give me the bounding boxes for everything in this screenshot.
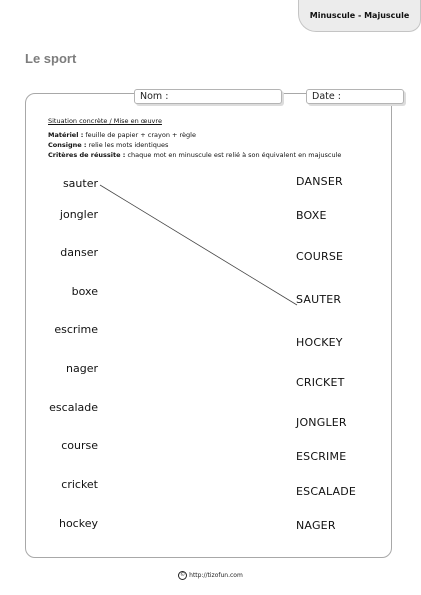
right-word[interactable]: HOCKEY bbox=[296, 336, 343, 349]
date-field[interactable]: Date : bbox=[306, 89, 404, 104]
right-word[interactable]: JONGLER bbox=[296, 416, 347, 429]
right-word[interactable]: COURSE bbox=[296, 250, 344, 263]
right-word[interactable]: SAUTER bbox=[296, 293, 342, 306]
footer bbox=[0, 571, 421, 580]
consigne-text: relie les mots identiques bbox=[88, 141, 169, 149]
tab-minuscule-majuscule: Minuscule - Majuscule bbox=[298, 0, 421, 32]
right-word[interactable]: NAGER bbox=[296, 519, 336, 532]
page-title: Le sport bbox=[25, 51, 77, 66]
materiel-text: feuille de papier + crayon + règle bbox=[85, 131, 196, 139]
left-word[interactable]: sauter bbox=[62, 177, 98, 190]
right-word[interactable]: DANSER bbox=[296, 175, 343, 188]
situation-heading: Situation concrète / Mise en œuvre bbox=[48, 117, 162, 125]
left-word[interactable]: escalade bbox=[49, 401, 98, 414]
left-word[interactable]: nager bbox=[66, 362, 98, 375]
left-word[interactable]: course bbox=[61, 439, 98, 452]
left-word[interactable]: cricket bbox=[61, 478, 98, 491]
footer-url[interactable]: http://tizofun.com bbox=[189, 572, 243, 579]
criteres-label: Critères de réussite : bbox=[48, 151, 126, 159]
left-word[interactable]: danser bbox=[60, 246, 98, 259]
right-word[interactable]: BOXE bbox=[296, 209, 327, 222]
left-word[interactable]: boxe bbox=[71, 285, 98, 298]
sauter-to-SAUTER-line bbox=[100, 185, 297, 305]
left-word[interactable]: hockey bbox=[58, 517, 98, 530]
right-word[interactable]: CRICKET bbox=[296, 376, 345, 389]
right-word[interactable]: ESCRIME bbox=[296, 450, 347, 463]
copyright-icon: © bbox=[180, 572, 186, 578]
left-word[interactable]: escrime bbox=[54, 323, 98, 336]
nom-field[interactable]: Nom : bbox=[134, 89, 282, 104]
left-word[interactable]: jongler bbox=[59, 208, 98, 221]
consigne-label: Consigne : bbox=[48, 141, 87, 149]
materiel-label: Matériel : bbox=[48, 131, 84, 139]
criteres-text: chaque mot en minuscule est relié à son équivalent en majuscule bbox=[127, 151, 342, 159]
right-word[interactable]: ESCALADE bbox=[296, 485, 357, 498]
